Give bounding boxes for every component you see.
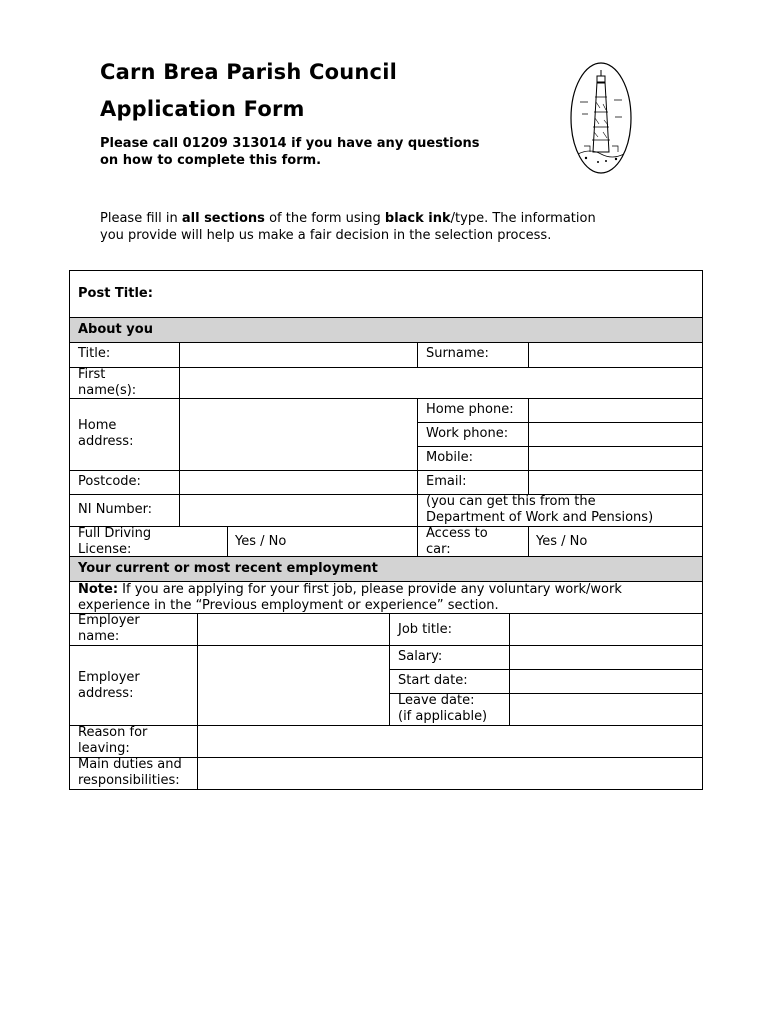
instr-bold-all-sections: all sections bbox=[181, 211, 265, 226]
section-about-you: About you bbox=[78, 322, 153, 337]
salary-field[interactable] bbox=[510, 646, 702, 669]
salary-label: Salary: bbox=[398, 649, 443, 664]
leave-date-label-line-1: Leave date: bbox=[398, 693, 475, 708]
start-date-field[interactable] bbox=[510, 670, 702, 693]
home-phone-label: Home phone: bbox=[426, 402, 514, 417]
reason-for-leaving-label bbox=[78, 725, 147, 757]
employer-name-label bbox=[78, 613, 140, 645]
email-label: Email: bbox=[426, 474, 467, 489]
home-phone-field[interactable] bbox=[529, 399, 702, 422]
grid-line bbox=[69, 342, 703, 343]
duties-label-line-2: responsibilities: bbox=[78, 773, 180, 788]
post-title-label: Post Title: bbox=[78, 286, 153, 301]
grid-line bbox=[69, 556, 703, 557]
driving-licence-options[interactable]: Yes / No bbox=[235, 534, 287, 549]
access-to-car-label bbox=[426, 526, 488, 558]
instructions-line-2: you provide will help us make a fair decision in the selection process. bbox=[100, 228, 552, 243]
employer-name-field[interactable] bbox=[198, 614, 389, 645]
section-current-employment: Your current or most recent employment bbox=[78, 561, 378, 576]
grid-line bbox=[227, 526, 228, 556]
grid-line bbox=[417, 422, 703, 423]
grid-line bbox=[417, 446, 703, 447]
grid-line bbox=[528, 342, 529, 368]
title-label: Title: bbox=[78, 346, 111, 361]
reason-label-line-2: leaving: bbox=[78, 741, 130, 756]
mobile-label: Mobile: bbox=[426, 450, 474, 465]
surname-label: Surname: bbox=[426, 346, 489, 361]
job-title-label: Job title: bbox=[398, 622, 452, 637]
instr-text-c: of the form using bbox=[264, 211, 385, 226]
instr-text-e: /type. The information bbox=[450, 211, 596, 226]
home-address-label bbox=[78, 418, 133, 450]
driving-licence-label bbox=[78, 526, 151, 558]
form-title: Application Form bbox=[100, 97, 305, 121]
contact-note bbox=[100, 135, 480, 169]
ni-number-hint bbox=[426, 494, 653, 526]
grid-line bbox=[69, 398, 703, 399]
grid-line bbox=[69, 270, 70, 790]
ni-hint-line-1: (you can get this from the bbox=[426, 494, 596, 509]
grid-line bbox=[69, 367, 703, 368]
leave-date-label-line-2: (if applicable) bbox=[398, 709, 488, 724]
grid-line bbox=[69, 317, 703, 318]
note-bold-label: Note: bbox=[78, 582, 119, 597]
grid-line bbox=[417, 342, 418, 368]
postcode-label: Postcode: bbox=[78, 474, 141, 489]
reason-label-line-1: Reason for bbox=[78, 725, 148, 740]
first-names-label-line-2: name(s): bbox=[78, 383, 137, 398]
grid-line bbox=[509, 613, 510, 725]
employer-address-label bbox=[78, 670, 140, 702]
leave-date-label bbox=[398, 693, 487, 725]
main-duties-label bbox=[78, 757, 182, 789]
ni-number-field[interactable] bbox=[180, 495, 417, 526]
email-field[interactable] bbox=[529, 471, 702, 494]
council-seal-emblem bbox=[570, 62, 632, 174]
driving-licence-label-line-2: License: bbox=[78, 542, 132, 557]
section-header-about-bg bbox=[70, 318, 702, 342]
grid-line bbox=[69, 526, 703, 527]
grid-line bbox=[69, 645, 703, 646]
employer-name-label-line-2: name: bbox=[78, 629, 120, 644]
council-name: Carn Brea Parish Council bbox=[100, 60, 397, 84]
first-names-label bbox=[78, 367, 136, 399]
instr-bold-black-ink: black ink bbox=[384, 211, 451, 226]
home-address-field[interactable] bbox=[180, 399, 417, 470]
grid-line bbox=[702, 270, 703, 790]
ni-number-label: NI Number: bbox=[78, 502, 153, 517]
employer-address-label-line-2: address: bbox=[78, 686, 134, 701]
employer-address-label-line-1: Employer bbox=[78, 670, 140, 685]
grid-line bbox=[69, 789, 703, 790]
grid-line bbox=[179, 342, 180, 526]
mobile-field[interactable] bbox=[529, 447, 702, 470]
main-duties-field[interactable] bbox=[198, 758, 702, 789]
grid-line bbox=[389, 613, 390, 725]
employment-note-line-1 bbox=[78, 582, 622, 598]
home-address-label-line-2: address: bbox=[78, 434, 134, 449]
start-date-label: Start date: bbox=[398, 673, 468, 688]
job-title-field[interactable] bbox=[510, 614, 702, 645]
access-to-car-options[interactable]: Yes / No bbox=[536, 534, 588, 549]
employer-address-field[interactable] bbox=[198, 646, 389, 725]
work-phone-field[interactable] bbox=[529, 423, 702, 446]
note-text-line-1: If you are applying for your first job, please provide any voluntary work/work bbox=[118, 582, 622, 597]
employment-note bbox=[78, 582, 622, 614]
employer-name-label-line-1: Employer bbox=[78, 613, 140, 628]
first-names-field[interactable] bbox=[180, 368, 702, 398]
contact-line-1: Please call 01209 313014 if you have any questions bbox=[100, 136, 480, 151]
instr-text-a: Please fill in bbox=[100, 211, 182, 226]
first-names-label-line-1: First bbox=[78, 367, 106, 382]
ni-hint-line-2: Department of Work and Pensions) bbox=[426, 510, 654, 525]
grid-line bbox=[417, 398, 418, 556]
surname-field[interactable] bbox=[529, 343, 702, 367]
leave-date-field[interactable] bbox=[510, 694, 702, 725]
instructions bbox=[100, 210, 596, 244]
duties-label-line-1: Main duties and bbox=[78, 757, 182, 772]
post-title-field[interactable] bbox=[70, 271, 702, 317]
home-address-label-line-1: Home bbox=[78, 418, 117, 433]
grid-line bbox=[528, 398, 529, 495]
grid-line bbox=[69, 270, 703, 271]
grid-line bbox=[197, 613, 198, 789]
access-to-car-label-line-2: car: bbox=[426, 542, 451, 557]
grid-line bbox=[69, 725, 703, 726]
employment-note-line-2: experience in the “Previous employment or experience” section. bbox=[78, 598, 499, 613]
contact-line-2: on how to complete this form. bbox=[100, 153, 322, 168]
grid-line bbox=[389, 669, 703, 670]
work-phone-label: Work phone: bbox=[426, 426, 509, 441]
driving-licence-label-line-1: Full Driving bbox=[78, 526, 152, 541]
reason-for-leaving-field[interactable] bbox=[198, 726, 702, 757]
postcode-field[interactable] bbox=[180, 471, 417, 494]
title-field[interactable] bbox=[180, 343, 417, 367]
grid-line bbox=[69, 470, 703, 471]
grid-line bbox=[528, 526, 529, 556]
access-to-car-label-line-1: Access to bbox=[426, 526, 488, 541]
instructions-line-1 bbox=[100, 210, 596, 227]
